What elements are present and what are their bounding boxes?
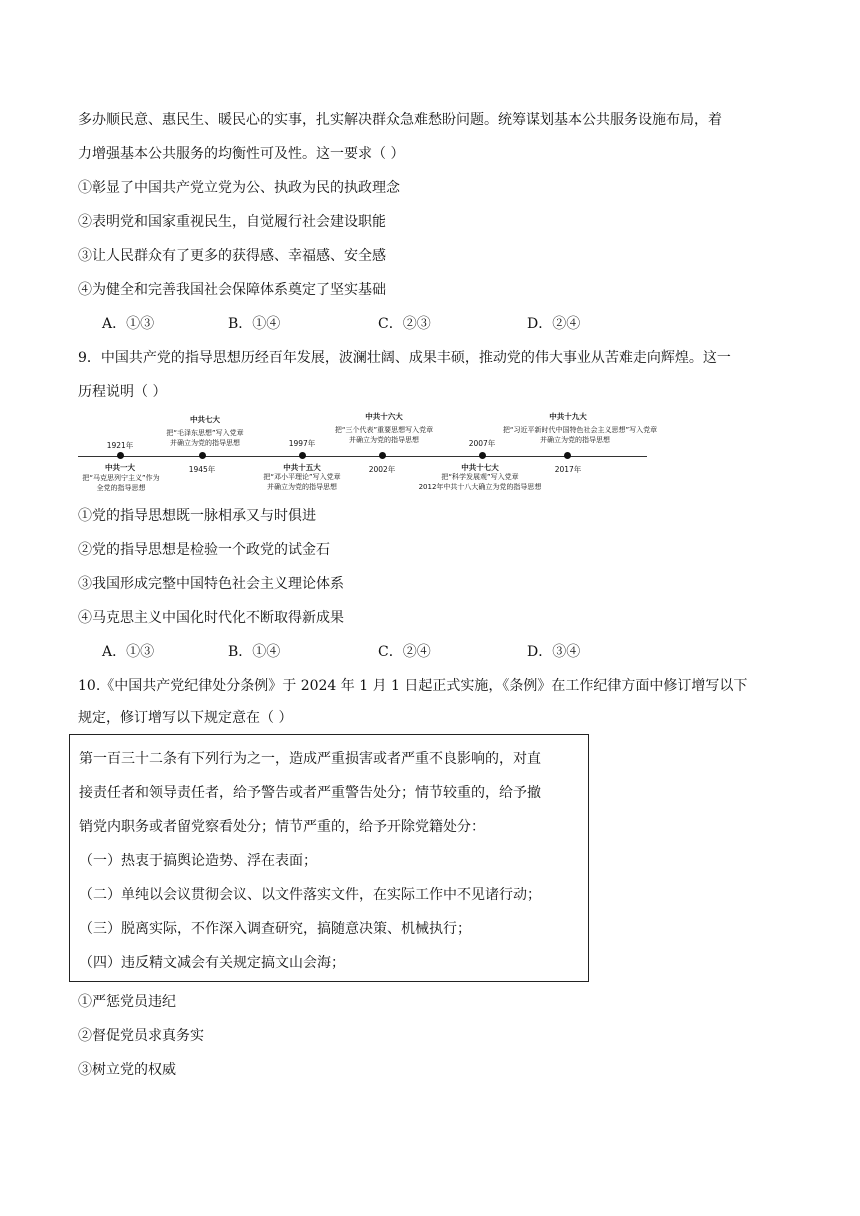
- timeline-text-1921b: 全党的指导思想: [96, 484, 146, 492]
- q8-item-3: ③让人民群众有了更多的获得感、幸福感、安全感: [78, 248, 386, 264]
- q8-option-b[interactable]: B．①④: [228, 316, 281, 332]
- timeline-head-2017: 中共十九大: [549, 412, 587, 421]
- q9-item-3: ③我国形成完整中国特色社会主义理论体系: [78, 576, 344, 592]
- q9-item-2: ②党的指导思想是检验一个政党的试金石: [78, 542, 330, 558]
- q8-item-1: ①彰显了中国共产党立党为公、执政为民的执政理念: [78, 180, 400, 196]
- timeline-dot-2002: [379, 452, 386, 459]
- box-line-3: 销党内职务或者留党察看处分；情节严重的，给予开除党籍处分：: [79, 819, 485, 835]
- timeline-text-1997b: 并确立为党的指导思想: [267, 483, 337, 491]
- q10-item-2: ②督促党员求真务实: [78, 1028, 204, 1044]
- box-line-4: （一）热衷于搞舆论造势、浮在表面；: [79, 853, 317, 869]
- timeline-text-2017a: 把“习近平新时代中国特色社会主义思想”写入党章: [502, 426, 658, 434]
- timeline-head-1921: 中共一大: [105, 463, 135, 472]
- timeline-text-1921a: 把“马克思列宁主义”作为: [82, 474, 160, 482]
- timeline-text-1997a: 把“邓小平理论”写入党章: [263, 473, 341, 481]
- q10-item-3: ③树立党的权威: [78, 1062, 176, 1078]
- timeline-text-2017b: 并确立为党的指导思想: [540, 436, 610, 444]
- timeline-dot-2017: [564, 452, 571, 459]
- q9-option-d[interactable]: D．③④: [527, 644, 581, 660]
- timeline-year-2017: 2017年: [554, 465, 582, 474]
- timeline-text-1945a: 把“毛泽东思想”写入党章: [166, 429, 244, 437]
- timeline-year-1997: 1997年: [288, 439, 316, 448]
- timeline-year-1921: 1921年: [106, 441, 134, 450]
- timeline-year-2007: 2007年: [468, 439, 496, 448]
- q8-option-a[interactable]: A．①③: [102, 316, 155, 332]
- box-line-7: （四）违反精文减会有关规定搞文山会海；: [79, 955, 345, 971]
- timeline-text-1945b: 并确立为党的指导思想: [170, 439, 240, 447]
- q8-item-4: ④为健全和完善我国社会保障体系奠定了坚实基础: [78, 282, 386, 298]
- q9-item-4: ④马克思主义中国化时代化不断取得新成果: [78, 610, 344, 626]
- timeline-text-2002a: 把“三个代表”重要思想写入党章: [334, 426, 434, 434]
- timeline-text-2007b: 2012年中共十八大确立为党的指导思想: [418, 483, 542, 491]
- q10-stem-line1: 10.《中国共产党纪律处分条例》于 2024 年 1 月 1 日起正式实施，《条例》在工作纪律方面中修订增写以下: [78, 678, 748, 694]
- timeline-text-2002b: 并确立为党的指导思想: [349, 436, 419, 444]
- box-line-5: （二）单纯以会议贯彻会议、以文件落实文件，在实际工作中不见诸行动；: [79, 887, 541, 903]
- box-line-2: 接责任者和领导责任者，给予警告或者严重警告处分；情节较重的，给予撤: [79, 785, 541, 801]
- q9-stem-line2: 历程说明（ ）: [78, 384, 167, 400]
- q10-regulation-box: [69, 734, 589, 982]
- timeline-year-2002: 2002年: [368, 465, 396, 474]
- q9-stem-line1: 9．中国共产党的指导思想历经百年发展，波澜壮阔、成果丰硕，推动党的伟大事业从苦难走向辉煌。这一: [78, 350, 731, 366]
- q8-option-c[interactable]: C．②③: [378, 316, 431, 332]
- q10-item-1: ①严惩党员违纪: [78, 994, 176, 1010]
- q8-item-2: ②表明党和国家重视民生，自觉履行社会建设职能: [78, 214, 386, 230]
- timeline-axis: [78, 456, 647, 457]
- timeline-year-1945: 1945年: [188, 465, 216, 474]
- box-line-1: 第一百三十二条有下列行为之一，造成严重损害或者严重不良影响的，对直: [79, 751, 541, 767]
- q8-stem-line1: 多办顺民意、惠民生、暖民心的实事，扎实解决群众急难愁盼问题。统筹谋划基本公共服务设施布局，着: [78, 112, 722, 128]
- box-line-6: （三）脱离实际，不作深入调查研究，搞随意决策、机械执行；: [79, 921, 471, 937]
- timeline-head-2002: 中共十六大: [365, 412, 403, 421]
- timeline-dot-2007: [479, 452, 486, 459]
- timeline-head-1997: 中共十五大: [283, 463, 321, 472]
- q9-option-c[interactable]: C．②④: [378, 644, 431, 660]
- q9-option-b[interactable]: B．①④: [228, 644, 281, 660]
- q8-option-d[interactable]: D．②④: [527, 316, 581, 332]
- q8-stem-line2: 力增强基本公共服务的均衡性可及性。这一要求（ ）: [78, 146, 405, 162]
- timeline-dot-1945: [199, 452, 206, 459]
- timeline-text-2007a: 把“科学发展观”写入党章: [441, 473, 519, 481]
- q9-option-a[interactable]: A．①③: [102, 644, 155, 660]
- timeline-dot-1921: [117, 452, 124, 459]
- q9-item-1: ①党的指导思想既一脉相承又与时俱进: [78, 508, 316, 524]
- timeline-dot-1997: [299, 452, 306, 459]
- timeline-head-1945: 中共七大: [190, 415, 220, 424]
- timeline-head-2007: 中共十七大: [461, 463, 499, 472]
- q10-stem-line2: 规定，修订增写以下规定意在（ ）: [78, 710, 293, 726]
